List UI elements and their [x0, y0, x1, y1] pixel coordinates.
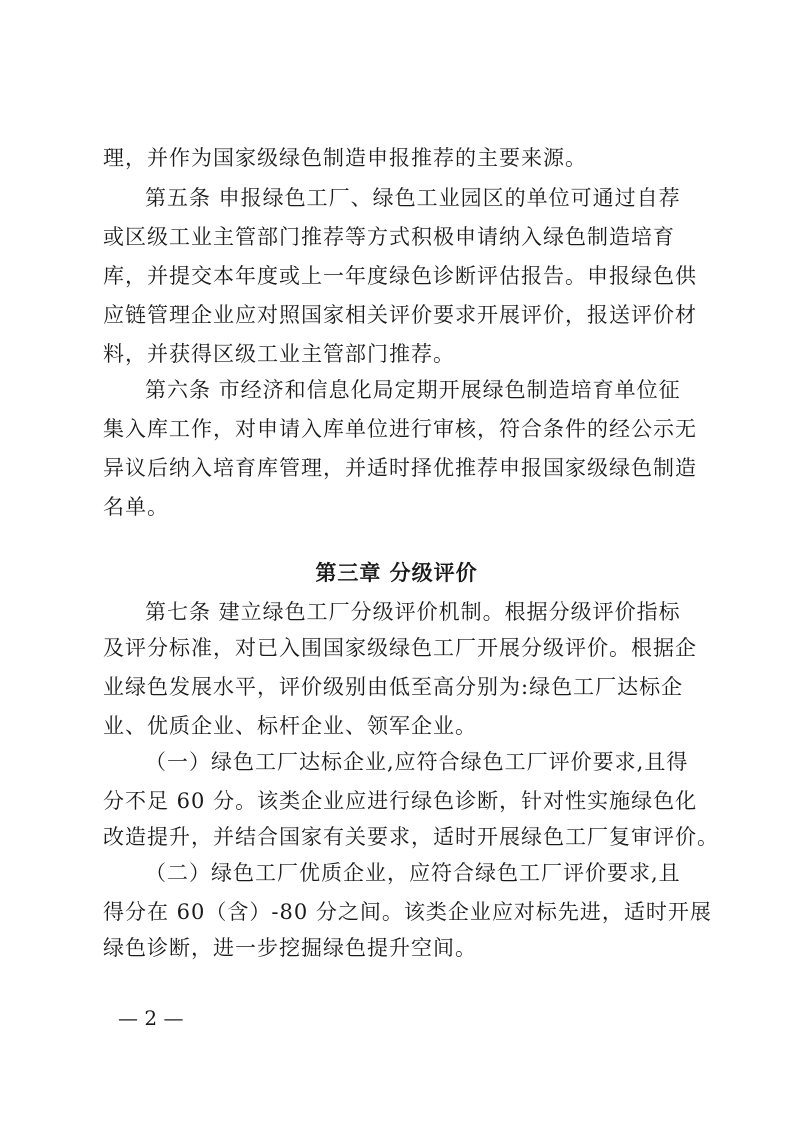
body-line: 得分在 60（含）-80 分之间。该类企业应对标先进，适时开展: [103, 900, 712, 924]
body-line: 集入库工作，对申请入库单位进行审核，符合条件的经公示无: [103, 417, 697, 441]
body-line: 业绿色发展水平，评价级别由低至高分别为:绿色工厂达标企: [103, 675, 684, 699]
article-7-line: 第七条 建立绿色工厂分级评价机制。根据分级评价指标: [145, 600, 681, 624]
article-5-line: 第五条 申报绿色工厂、绿色工业园区的单位可通过自荐: [145, 186, 681, 210]
body-line: 或区级工业主管部门推荐等方式积极申请纳入绿色制造培育: [103, 225, 675, 249]
body-line: 料，并获得区级工业主管部门推荐。: [103, 342, 455, 366]
article-6-line: 第六条 市经济和信息化局定期开展绿色制造培育单位征: [145, 378, 681, 402]
body-line: 业、优质企业、标杆企业、领军企业。: [103, 714, 477, 738]
body-line: 应链管理企业应对照国家相关评价要求开展评价，报送评价材: [103, 303, 697, 327]
body-line: 及评分标准，对已入围国家级绿色工厂开展分级评价。根据企: [103, 636, 697, 660]
chapter-heading: 第三章 分级评价: [315, 561, 478, 585]
body-line: 库，并提交本年度或上一年度绿色诊断评估报告。申报绿色供: [103, 264, 697, 288]
body-line: 分不足 60 分。该类企业应进行绿色诊断，针对性实施绿色化: [103, 789, 698, 813]
body-line: 理，并作为国家级绿色制造申报推荐的主要来源。: [103, 146, 587, 170]
body-line: 绿色诊断，进一步挖掘绿色提升空间。: [103, 936, 477, 960]
clause-2-line: （二）绿色工厂优质企业，应符合绿色工厂评价要求,且: [145, 861, 681, 885]
page-number: — 2 —: [118, 1006, 184, 1030]
clause-1-line: （一）绿色工厂达标企业,应符合绿色工厂评价要求,且得: [145, 750, 689, 774]
body-line: 改造提升，并结合国家有关要求，适时开展绿色工厂复审评价。: [103, 825, 719, 849]
body-line: 异议后纳入培育库管理，并适时择优推荐申报国家级绿色制造: [103, 456, 697, 480]
body-line: 名单。: [103, 495, 169, 519]
